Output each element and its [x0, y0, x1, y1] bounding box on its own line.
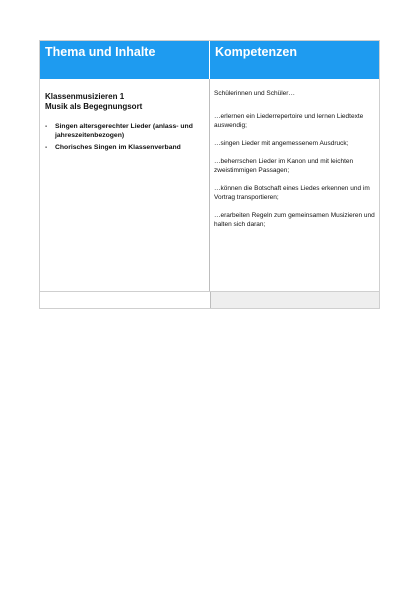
list-item: [45, 143, 209, 152]
competency-item: …beherrschen Lieder im Kanon und mit leichten zweistimmigen Passagen;: [214, 158, 354, 174]
topics-list: [45, 122, 209, 152]
table-footer-row: [40, 291, 379, 308]
table-header: [40, 41, 379, 79]
header-topics: Thema und Inhalte: [40, 41, 210, 79]
competency-item: …erlernen ein Liederrepertoire und lernen Liedtexte auswendig;: [214, 113, 364, 129]
competency-item: …erarbeiten Regeln zum gemeinsamen Musizieren und halten sich daran;: [214, 212, 375, 228]
bullet-dash: -: [45, 123, 48, 130]
unit-subtitle: Musik als Begegnungsort: [45, 102, 143, 111]
topic-text: Singen altersgerechter Lieder (anlass- und jahreszeitenbezogen): [55, 123, 193, 139]
table-body-row: [40, 79, 379, 291]
footer-cell-right: [211, 292, 380, 308]
bullet-dash: -: [45, 144, 48, 151]
competency-item: …singen Lieder mit angemessenem Ausdruck;: [214, 140, 349, 147]
topic-text: Chorisches Singen im Klassenverband: [55, 144, 181, 151]
header-competencies: Kompetenzen: [215, 45, 297, 59]
competencies-cell: [210, 79, 379, 291]
competencies-intro: Schülerinnen und Schüler…: [214, 90, 295, 97]
footer-cell-left: [40, 292, 211, 308]
competency-item: …können die Botschaft eines Liedes erkennen und im Vortrag transportieren;: [214, 185, 370, 201]
list-item: [45, 122, 209, 140]
topics-cell: [40, 79, 210, 291]
unit-title: Klassenmusizieren 1: [45, 92, 125, 101]
curriculum-table: [39, 40, 380, 309]
